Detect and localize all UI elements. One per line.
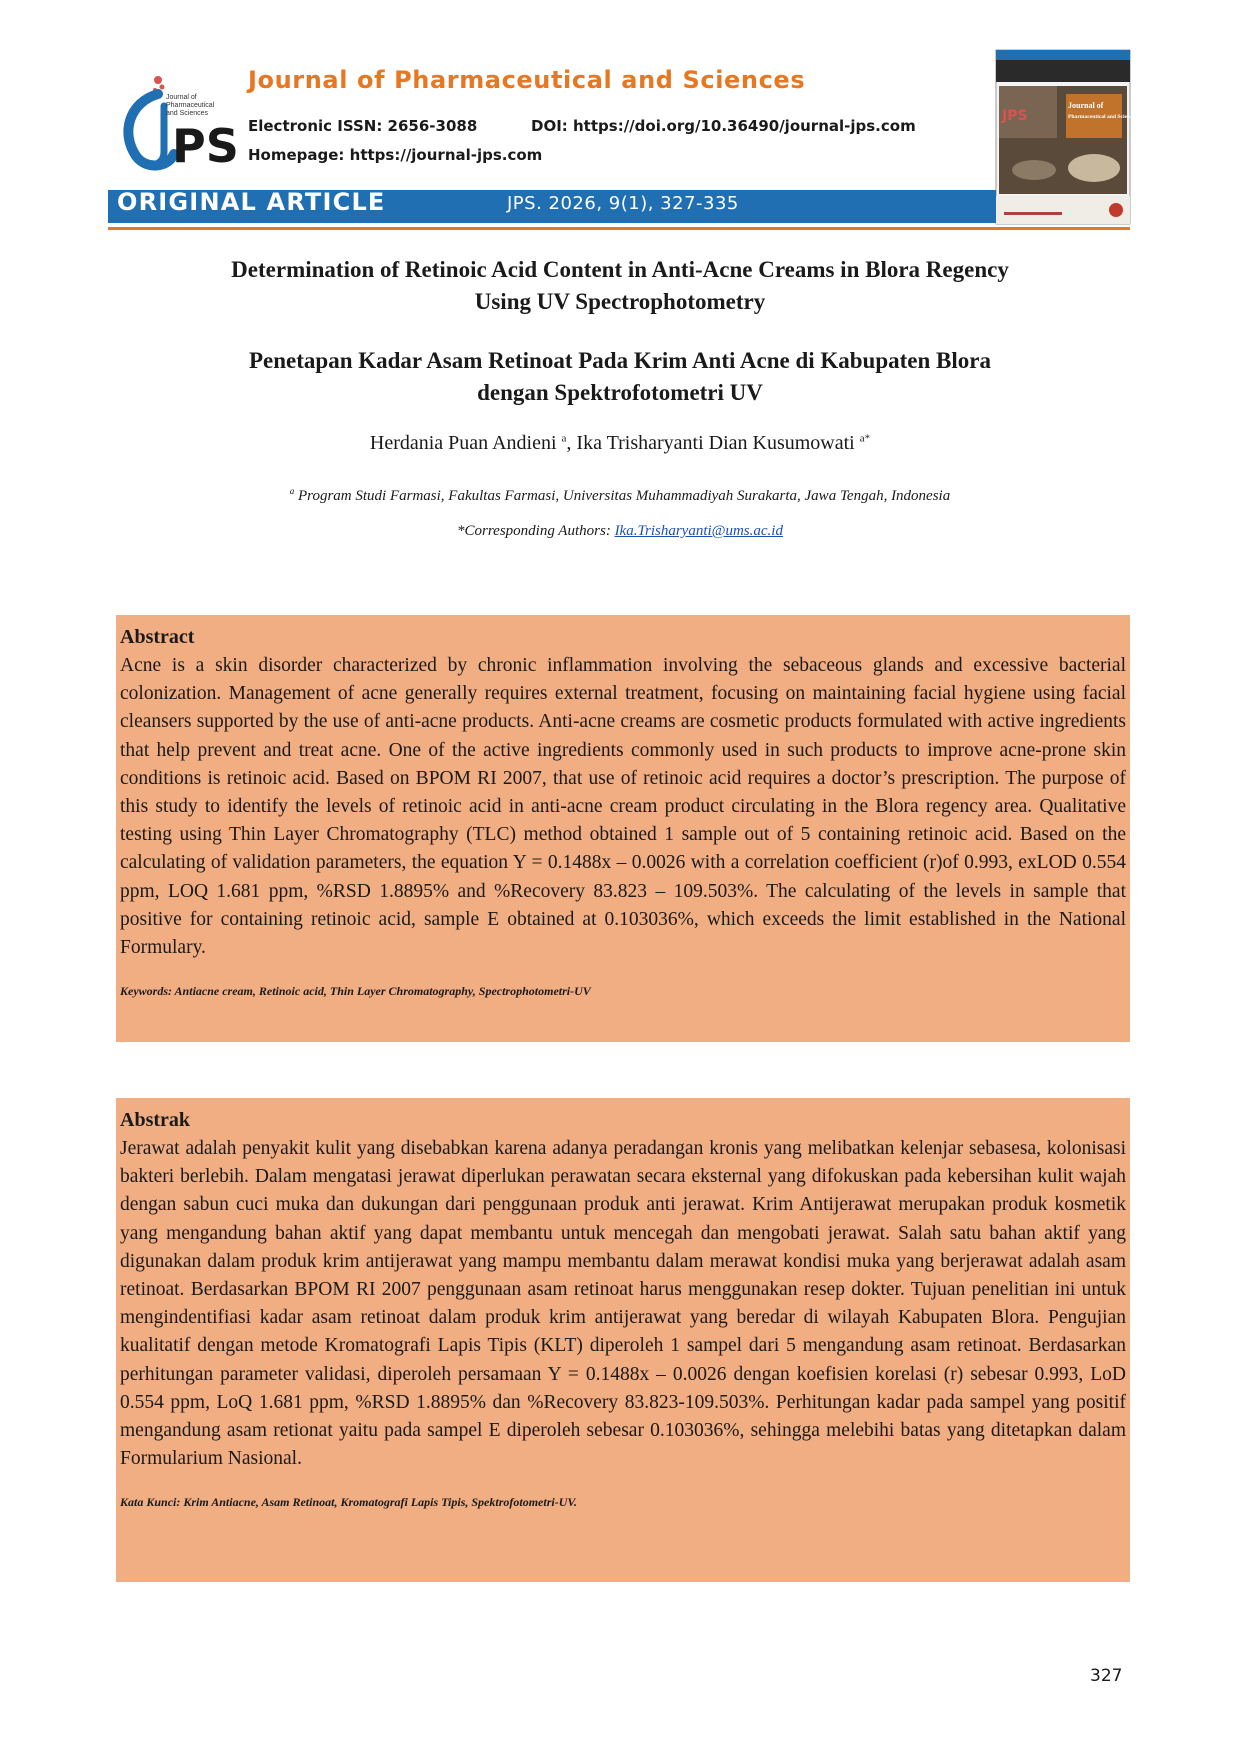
corresponding-author: [100, 523, 1140, 540]
svg-text:JPS: JPS: [1002, 108, 1028, 124]
page-number: 327: [1090, 1666, 1123, 1686]
article-title-indonesian: [100, 345, 1140, 409]
journal-header: [0, 0, 1240, 240]
author-name: Herdania Puan Andieni: [369, 432, 557, 454]
title-id-line2: dengan Spektrofotometri UV: [477, 380, 763, 405]
abstract-text: Jerawat adalah penyakit kulit yang disebabkan karena adanya peradangan kronis yang melibatkan kelenjar sebasesa, kolonisasi bakteri berlebih. Dalam mengatasi jerawat diperlukan perawatan secara eksternal yang difokuskan pada kebersihan kulit wajah dengan sabun cuci muka dan dukungan dari penggunaan produk anti jerawat. Krim Antijerawat merupakan produk kosmetik yang mengandung bahan aktif yang dapat membantu untuk mencegah dan mengobati jerawat. Salah satu bahan aktif yang digunakan dalam produk krim antijerawat yang mampu membantu dalam merawat kondisi muka yang berjerawat adalah asam retinoat. Berdasarkan BPOM RI 2007 penggunaan asam retinoat harus menggunakan resep dokter. Tujuan penelitian ini untuk mengindentifiasi kadar asam retinoat dalam produk krim antijerawat yang beredar di wilayah Kabupaten Blora. Pengujian kualitatif dengan metode Kromatografi Lapis Tipis (KLT) diperoleh 1 sampel dari 5 mengandung asam retinoat. Berdasarkan perhitungan parameter validasi, diperoleh persamaan Y = 0.1488x – 0.0026 dengan koefisien korelasi (r) sebesar 0.993, LoD 0.554 ppm, LoQ 1.681 ppm, %RSD 1.8895% dan %Recovery 83.823-109.503%. Perhitungan kadar pada sampel yang positif mengandung asam retionat yaitu pada sampel E diperoleh sebesar 0.103036%, sehingga melebihi batas yang ditetapkan dalam Formularium Nasional.: [120, 1138, 1126, 1470]
jps-logo-icon: [118, 72, 239, 173]
issn: Electronic ISSN: 2656-3088: [248, 117, 478, 135]
author-name: Ika Trisharyanti Dian Kusumowati: [576, 432, 855, 454]
corresponding-label: *Corresponding Authors:: [457, 523, 615, 539]
citation: JPS. 2026, 9(1), 327-335: [507, 193, 739, 214]
keywords: Kata Kunci: Krim Antiacne, Asam Retinoat, Kromatografi Lapis Tipis, Spektrofotometri-UV.: [120, 1495, 577, 1510]
abstract-text: Acne is a skin disorder characterized by chronic inflammation involving the sebaceous glands and excessive bacterial colonization. Management of acne generally requires external treatment, focusing on maintaining facial hygiene using facial cleansers supported by the use of anti-acne products. Anti-acne creams are cosmetic products formulated with active ingredients that help prevent and treat acne. One of the active ingredients commonly used in such products to improve acne-prone skin conditions is retinoic acid. Based on BPOM RI 2007, that use of retinoic acid requires a doctor’s prescription. The purpose of this study to identify the levels of retinoic acid in anti-acne cream product circulating in the Blora regency area. Qualitative testing using Thin Layer Chromatography (TLC) method obtained 1 sample out of 5 containing retinoic acid. Based on the calculating of validation parameters, the equation Y = 0.1488x – 0.0026 with a correlation coefficient (r)of 0.993, exLOD 0.554 ppm, LOQ 1.681 ppm, %RSD 1.8895% and %Recovery 83.823 – 109.503%. The calculating of the levels in sample that positive for containing retinoic acid, sample E obtained at 0.103036%, which exceeds the limit established in the National Formulary.: [120, 655, 1126, 959]
svg-text:Pharmaceutical and Sciences: Pharmaceutical and Sciences: [1068, 114, 1138, 120]
abstract-indonesian: [116, 1098, 1130, 1582]
homepage-link[interactable]: Homepage: https://journal-jps.com: [248, 146, 543, 164]
logo-caption: Journal of Pharmaceutical and Sciences: [166, 94, 215, 117]
svg-text:PS: PS: [172, 119, 239, 173]
journal-cover-image: [996, 50, 1138, 224]
author-affiliation-mark: a: [561, 432, 567, 445]
journal-name: Journal of Pharmaceutical and Sciences: [248, 66, 806, 94]
title-en-line1: Determination of Retinoic Acid Content in Anti-Acne Creams in Blora Regency: [231, 257, 1009, 282]
article-type-label: ORIGINAL ARTICLE: [117, 188, 386, 216]
abstract-english: [116, 615, 1130, 1042]
journal-cover-thumbnail: [996, 50, 1138, 224]
doi[interactable]: DOI: https://doi.org/10.36490/journal-jps.com: [531, 117, 916, 135]
author-list: [100, 432, 1140, 455]
abstract-heading: Abstract: [120, 626, 195, 648]
affiliation-text: Program Studi Farmasi, Fakultas Farmasi, Universitas Muhammadiyah Surakarta, Jawa Tengah, Indonesia: [298, 488, 951, 504]
keywords: Keywords: Antiacne cream, Retinoic acid, Thin Layer Chromatography, Spectrophotometri-UV: [120, 984, 591, 999]
title-en-line2: Using UV Spectrophotometry: [474, 289, 766, 314]
journal-logo: [118, 72, 239, 173]
author-separator: ,: [566, 432, 577, 454]
header-divider: [108, 227, 1130, 230]
affiliation-mark: a: [289, 486, 295, 496]
abstract-heading: Abstrak: [120, 1109, 191, 1131]
affiliation: [100, 486, 1140, 505]
author-affiliation-mark: a*: [859, 432, 871, 445]
corresponding-email-link[interactable]: Ika.Trisharyanti@ums.ac.id: [614, 523, 783, 539]
article-title-english: [100, 254, 1140, 318]
title-id-line1: Penetapan Kadar Asam Retinoat Pada Krim Anti Acne di Kabupaten Blora: [248, 348, 991, 373]
svg-text:Journal of: Journal of: [1068, 101, 1104, 110]
